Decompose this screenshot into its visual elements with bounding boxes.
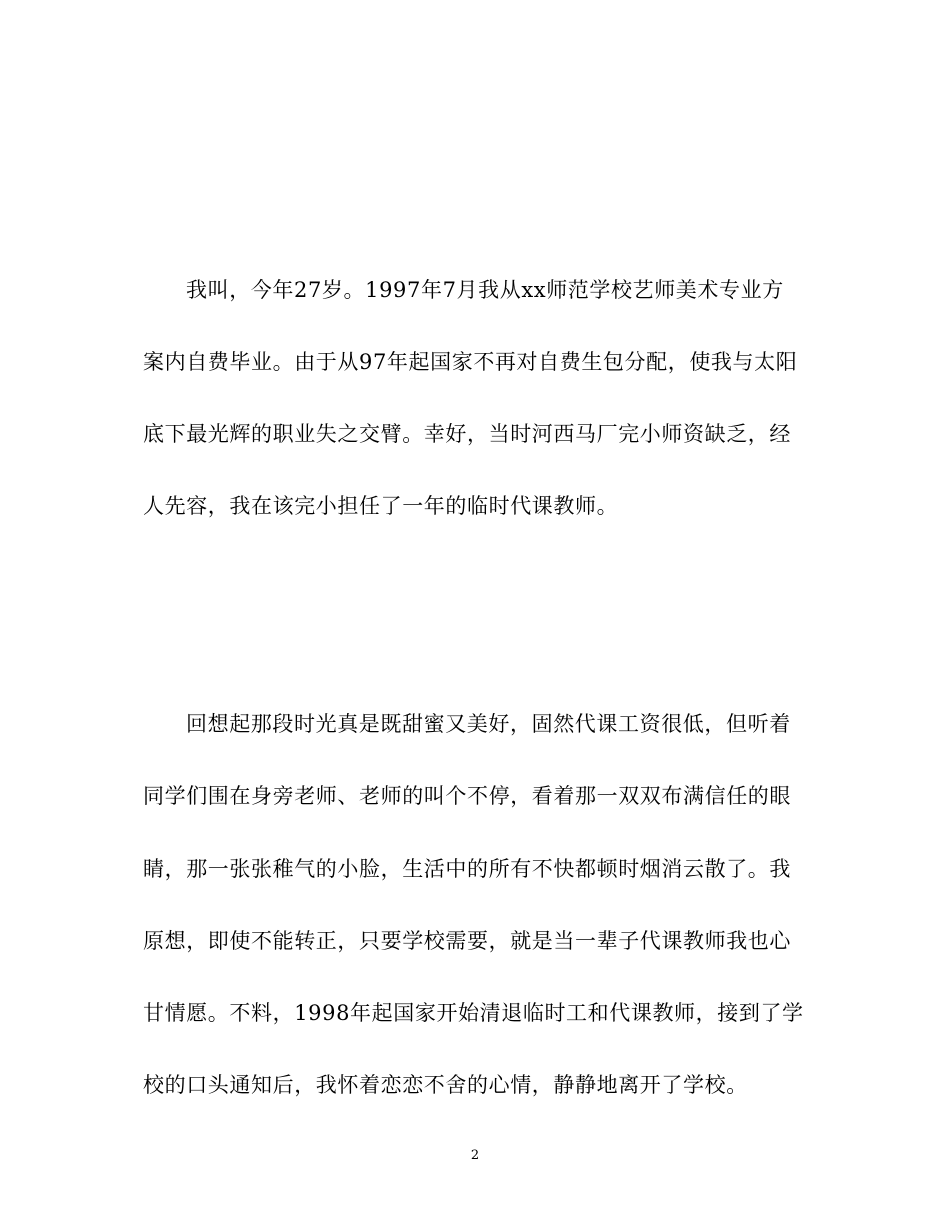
paragraph-2-line-4: 原想，即使不能转正，只要学校需要，就是当一辈子代课教师我也心 <box>143 929 791 953</box>
paragraph-2-line-3: 睛，那一张张稚气的小脸，生活中的所有不快都顿时烟消云散了。我 <box>143 857 791 881</box>
paragraph-2-line-1: 回想起那段时光真是既甜蜜又美好，固然代课工资很低，但听着 <box>186 712 791 736</box>
page-number: 2 <box>470 1148 480 1163</box>
paragraph-2-line-2: 同学们围在身旁老师、老师的叫个不停，看着那一双双布满信任的眼 <box>143 784 791 808</box>
paragraph-1-line-2: 案内自费毕业。由于从97年起国家不再对自费生包分配，使我与太阳 <box>143 350 798 374</box>
paragraph-1-line-3: 底下最光辉的职业失之交臂。幸好，当时河西马厂完小师资缺乏，经 <box>143 422 791 446</box>
paragraph-1-line-4: 人先容，我在该完小担任了一年的临时代课教师。 <box>143 494 619 518</box>
paragraph-1-line-1: 我叫，今年27岁。1997年7月我从xx师范学校艺师美术专业方 <box>186 278 784 302</box>
paragraph-2-line-6: 校的口头通知后，我怀着恋恋不舍的心情，静静地离开了学校。 <box>143 1073 748 1097</box>
paragraph-2-line-5: 甘情愿。不料，1998年起国家开始清退临时工和代课教师，接到了学 <box>143 1001 804 1025</box>
